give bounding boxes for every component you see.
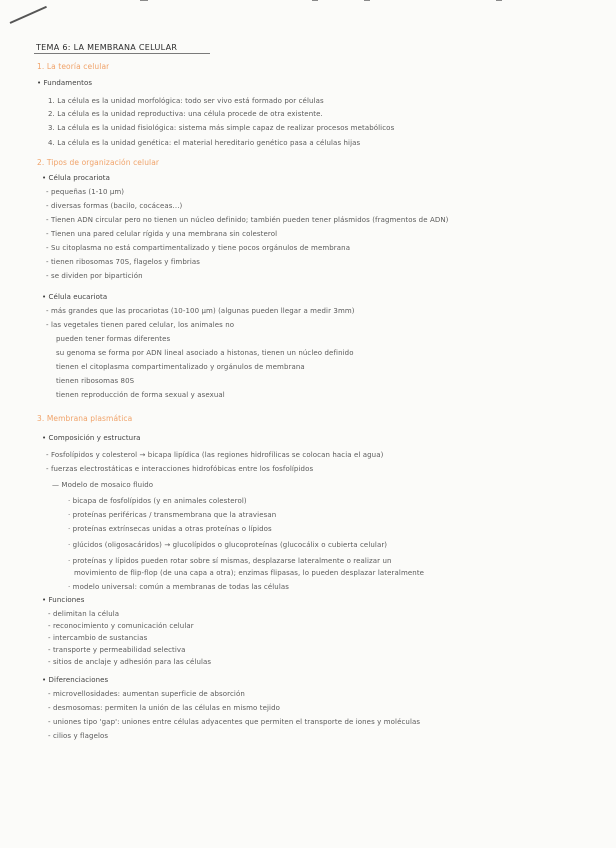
- note-line: tienen el citoplasma compartimentalizado y orgánulos de membrana: [56, 363, 305, 371]
- note-line: · proteínas periféricas / transmembrana que la atraviesan: [68, 511, 277, 519]
- note-line: · modelo universal: común a membranas de todas las células: [68, 583, 290, 591]
- pen-stroke: [10, 6, 47, 24]
- top-mark: [312, 0, 318, 1]
- subheading: • Fundamentos: [37, 79, 93, 87]
- note-line: tienen ribosomas 80S: [56, 377, 135, 385]
- note-line: · proteínas extrínsecas unidas a otras proteínas o lípidos: [68, 525, 272, 533]
- note-line: 4. La célula es la unidad genética: el material hereditario genético pasa a células hijas: [48, 139, 361, 147]
- note-line: - las vegetales tienen pared celular, los animales no: [46, 321, 235, 329]
- note-line: su genoma se forma por ADN lineal asociado a histonas, tienen un núcleo definido: [56, 349, 354, 357]
- subheading: • Célula eucariota: [42, 293, 108, 301]
- note-line: 3. La célula es la unidad fisiológica: sistema más simple capaz de realizar procesos metabólicos: [48, 124, 395, 132]
- note-line: - fuerzas electrostáticas e interacciones hidrofóbicas entre los fosfolípidos: [46, 465, 314, 473]
- note-line: 1. La célula es la unidad morfológica: todo ser vivo está formado por células: [48, 97, 324, 105]
- top-mark: [496, 0, 502, 1]
- note-line: - Tienen ADN circular pero no tienen un núcleo definido; también pueden tener plásmidos (fragmentos de ADN): [46, 216, 449, 224]
- note-line: - delimitan la célula: [48, 610, 120, 618]
- subheading: • Funciones: [42, 596, 85, 604]
- subheading: • Diferenciaciones: [42, 676, 109, 684]
- note-line: - reconocimiento y comunicación celular: [48, 622, 194, 630]
- note-line: - microvellosidades: aumentan superficie de absorción: [48, 690, 245, 698]
- note-line: - desmosomas: permiten la unión de las células en mismo tejido: [48, 704, 281, 712]
- note-line: - uniones tipo 'gap': uniones entre células adyacentes que permiten el transporte de iones y moléculas: [48, 718, 421, 726]
- section-heading: 3. Membrana plasmática: [37, 414, 133, 423]
- subheading: • Célula procariota: [42, 174, 111, 182]
- note-line: pueden tener formas diferentes: [56, 335, 171, 343]
- note-line: - Tienen una pared celular rígida y una membrana sin colesterol: [46, 230, 278, 238]
- note-line: - diversas formas (bacilo, cocáceas...): [46, 202, 183, 210]
- note-line: - cilios y flagelos: [48, 732, 109, 740]
- note-line: 2. La célula es la unidad reproductiva: una célula procede de otra existente.: [48, 110, 323, 118]
- note-line: tienen reproducción de forma sexual y asexual: [56, 391, 225, 399]
- note-line: - pequeñas (1-10 μm): [46, 188, 125, 196]
- note-line: · proteínas y lípidos pueden rotar sobre sí mismas, desplazarse lateralmente o realizar un: [68, 557, 392, 565]
- subheading: • Composición y estructura: [42, 434, 141, 442]
- note-line: - más grandes que las procariotas (10-100 μm) (algunas pueden llegar a medir 3mm): [46, 307, 355, 315]
- top-mark: [364, 0, 370, 1]
- note-line: - se dividen por bipartición: [46, 272, 143, 280]
- note-line: · bicapa de fosfolípidos (y en animales colesterol): [68, 497, 247, 505]
- page-title: TEMA 6: LA MEMBRANA CELULAR: [36, 43, 178, 52]
- note-line: - Fosfolípidos y colesterol → bicapa lipídica (las regiones hidrofílicas se colocan hacia el agua): [46, 451, 384, 459]
- section-heading: 2. Tipos de organización celular: [37, 158, 160, 167]
- note-line: - tienen ribosomas 70S, flagelos y fimbrias: [46, 258, 201, 266]
- note-line: - Su citoplasma no está compartimentalizado y tiene pocos orgánulos de membrana: [46, 244, 351, 252]
- note-line: · glúcidos (oligosacáridos) → glucolípidos o glucoproteínas (glucocálix o cubierta celular): [68, 541, 388, 549]
- note-line: — Modelo de mosaico fluido: [52, 481, 154, 489]
- section-heading: 1. La teoría celular: [37, 62, 110, 71]
- note-line: - transporte y permeabilidad selectiva: [48, 646, 186, 654]
- note-line: movimiento de flip-flop (de una capa a otra); enzimas flipasas, lo pueden desplazar lateralmente: [74, 569, 425, 577]
- note-line: - sitios de anclaje y adhesión para las células: [48, 658, 212, 666]
- title-underline: [34, 53, 210, 54]
- top-mark: [140, 0, 148, 1]
- note-line: - intercambio de sustancias: [48, 634, 148, 642]
